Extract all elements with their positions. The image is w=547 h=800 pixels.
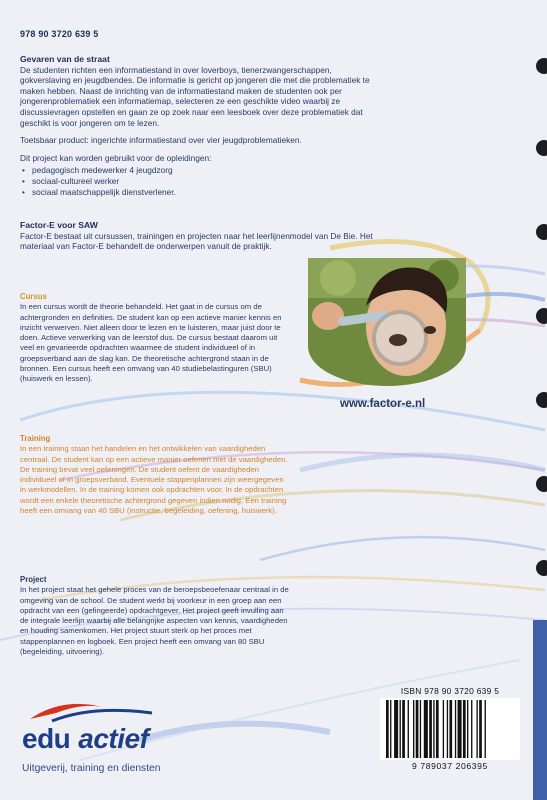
list-item: • pedagogisch medewerker 4 jeugdzorg	[20, 165, 375, 176]
cursus-body: In een cursus wordt de theorie behandeld. Het gaat in de cursus om de achtergronden en definities. De student kan op een actieve manier kennis en inzicht verwerven. Niet alleen door te lezen en te luisteren, maar juist door te doen. Actieve verwerking van de leerstof dus. De cursus bestaat daarom uit veel en gevarieerde opdrachten waarmee de student individueel of in groepsverband aan de slag kan. De theoretische achtergrond staan in de bronnen. Een cursus heeft een omvang van 40 studiebelastinguren (SBU) (huiswerk en lessen).	[20, 302, 282, 384]
barcode-number: 9 789037 206395	[412, 761, 488, 771]
project-title: Project	[20, 575, 47, 584]
barcode-bar	[476, 700, 477, 758]
factor-body: Factor-E bestaat uit cursussen, trainingen en projecten naar het leerlijnenmodel van De Bie. Het materiaal van Factor-E behandelt de onderwerpen vanuit de praktijk.	[20, 230, 373, 252]
binder-hole	[536, 308, 547, 324]
intro-section	[20, 54, 375, 197]
barcode-bar	[394, 700, 398, 758]
website-url[interactable]: www.factor-e.nl	[340, 398, 426, 410]
barcode-bar	[424, 700, 428, 758]
barcode-bar	[471, 700, 472, 758]
barcode	[380, 698, 520, 760]
publisher-tagline: Uitgeverij, training en diensten	[22, 763, 161, 774]
spine-tab	[533, 620, 547, 800]
logo-swoosh	[22, 701, 202, 723]
binder-hole	[536, 476, 547, 492]
binder-hole	[536, 224, 547, 240]
barcode-bar	[413, 700, 414, 758]
barcode-bar	[479, 700, 482, 758]
programs-list	[20, 165, 375, 197]
factor-section	[20, 220, 375, 252]
barcode-bar	[433, 700, 434, 758]
barcode-bar	[458, 700, 462, 758]
barcode-bar	[429, 700, 432, 758]
barcode-bar	[443, 700, 444, 758]
intro-body: De studenten richten een informatiestand in over loverboys, tienerzwangerschappen, gokverslaving en jeugdbendes. De informatie is gericht op jongeren die met die problematiek te maken hebben. Naast de inrichting van de informatiestand maken de studenten ook per jongerenproblematiek een informatiemap, selecteren ze een geschikte video waarbij ze discussievragen opstellen en gaan ze op zoek naar een leesboek over deze problematiek dat geschikt is voor jongeren om te lezen.	[20, 64, 370, 128]
binder-hole	[536, 140, 547, 156]
list-item: • sociaal-cultureel werker	[20, 176, 375, 187]
project-section	[20, 575, 290, 657]
list-item: • sociaal maatschappelijk dienstverlener.	[20, 187, 375, 198]
project-body: In het project staat het gehele proces van de beroepsbeoefenaar centraal in de omgeving van de school. De student werkt bij voorkeur in een groep aan een opdracht van een (gefingeerde) opdrachtgever. Het project geeft invulling aan de integrale leerlijn waarbij alle belangrijke aspecten van kennis, vaardigheden en houding samenkomen. Het project stuurt sterk op het proces met stappenplannen en logboek. Een project heeft een omvang van 80 SBU (begeleiding, uitvoering).	[20, 585, 289, 657]
barcode-isbn-label: ISBN 978 90 3720 639 5	[400, 686, 500, 696]
barcode-bar	[390, 700, 391, 758]
barcode-bar	[485, 700, 486, 758]
binder-hole	[536, 58, 547, 74]
barcode-bar	[402, 700, 405, 758]
barcode-bar	[416, 700, 419, 758]
child-magnifier-photo	[308, 258, 466, 386]
barcode-bar	[463, 700, 466, 758]
barcode-bar	[408, 700, 409, 758]
logo-text-edu: edu	[22, 723, 71, 754]
binder-hole	[536, 392, 547, 408]
intro-product: Toetsbaar product: ingerichte informatiestand over vier jeugdproblematieken.	[20, 135, 302, 146]
training-title: Training	[20, 434, 51, 443]
barcode-bar	[436, 700, 439, 758]
logo-text-actief: actief	[78, 723, 149, 754]
barcode-bar	[400, 700, 401, 758]
binder-hole	[536, 560, 547, 576]
training-section	[20, 434, 290, 516]
barcode-bar	[467, 700, 468, 758]
intro-usage: Dit project kan worden gebruikt voor de opleidingen:	[20, 152, 212, 163]
factor-title: Factor-E voor SAW	[20, 220, 98, 230]
barcode-box	[380, 686, 520, 771]
barcode-bar	[455, 700, 456, 758]
barcode-bar	[420, 700, 421, 758]
barcode-bar	[386, 700, 389, 758]
barcode-bar	[447, 700, 448, 758]
intro-title: Gevaren van de straat	[20, 54, 110, 64]
barcode-bar	[449, 700, 452, 758]
isbn-top: 978 90 3720 639 5	[20, 29, 99, 39]
cursus-title: Cursus	[20, 292, 47, 301]
training-body: In een training staan het handelen en het ontwikkelen van vaardigheden centraal. De student kan op een actieve manier oefenen met de vaardigheden. De training bevat veel oefeningen. De student oefent de vaardigheden individueel of in groepsverband. Eventuele stappenplannen zijn weergegeven in werkmodellen. In de training komen ook opdrachten voor. In de opdrachten wordt een enkele theoretische achtergrond gegeven indien nodig. Een training heeft een omvang van 40 SBU (instructie, begeleiding, oefening, huiswerk).	[20, 444, 288, 516]
cursus-section	[20, 292, 290, 385]
